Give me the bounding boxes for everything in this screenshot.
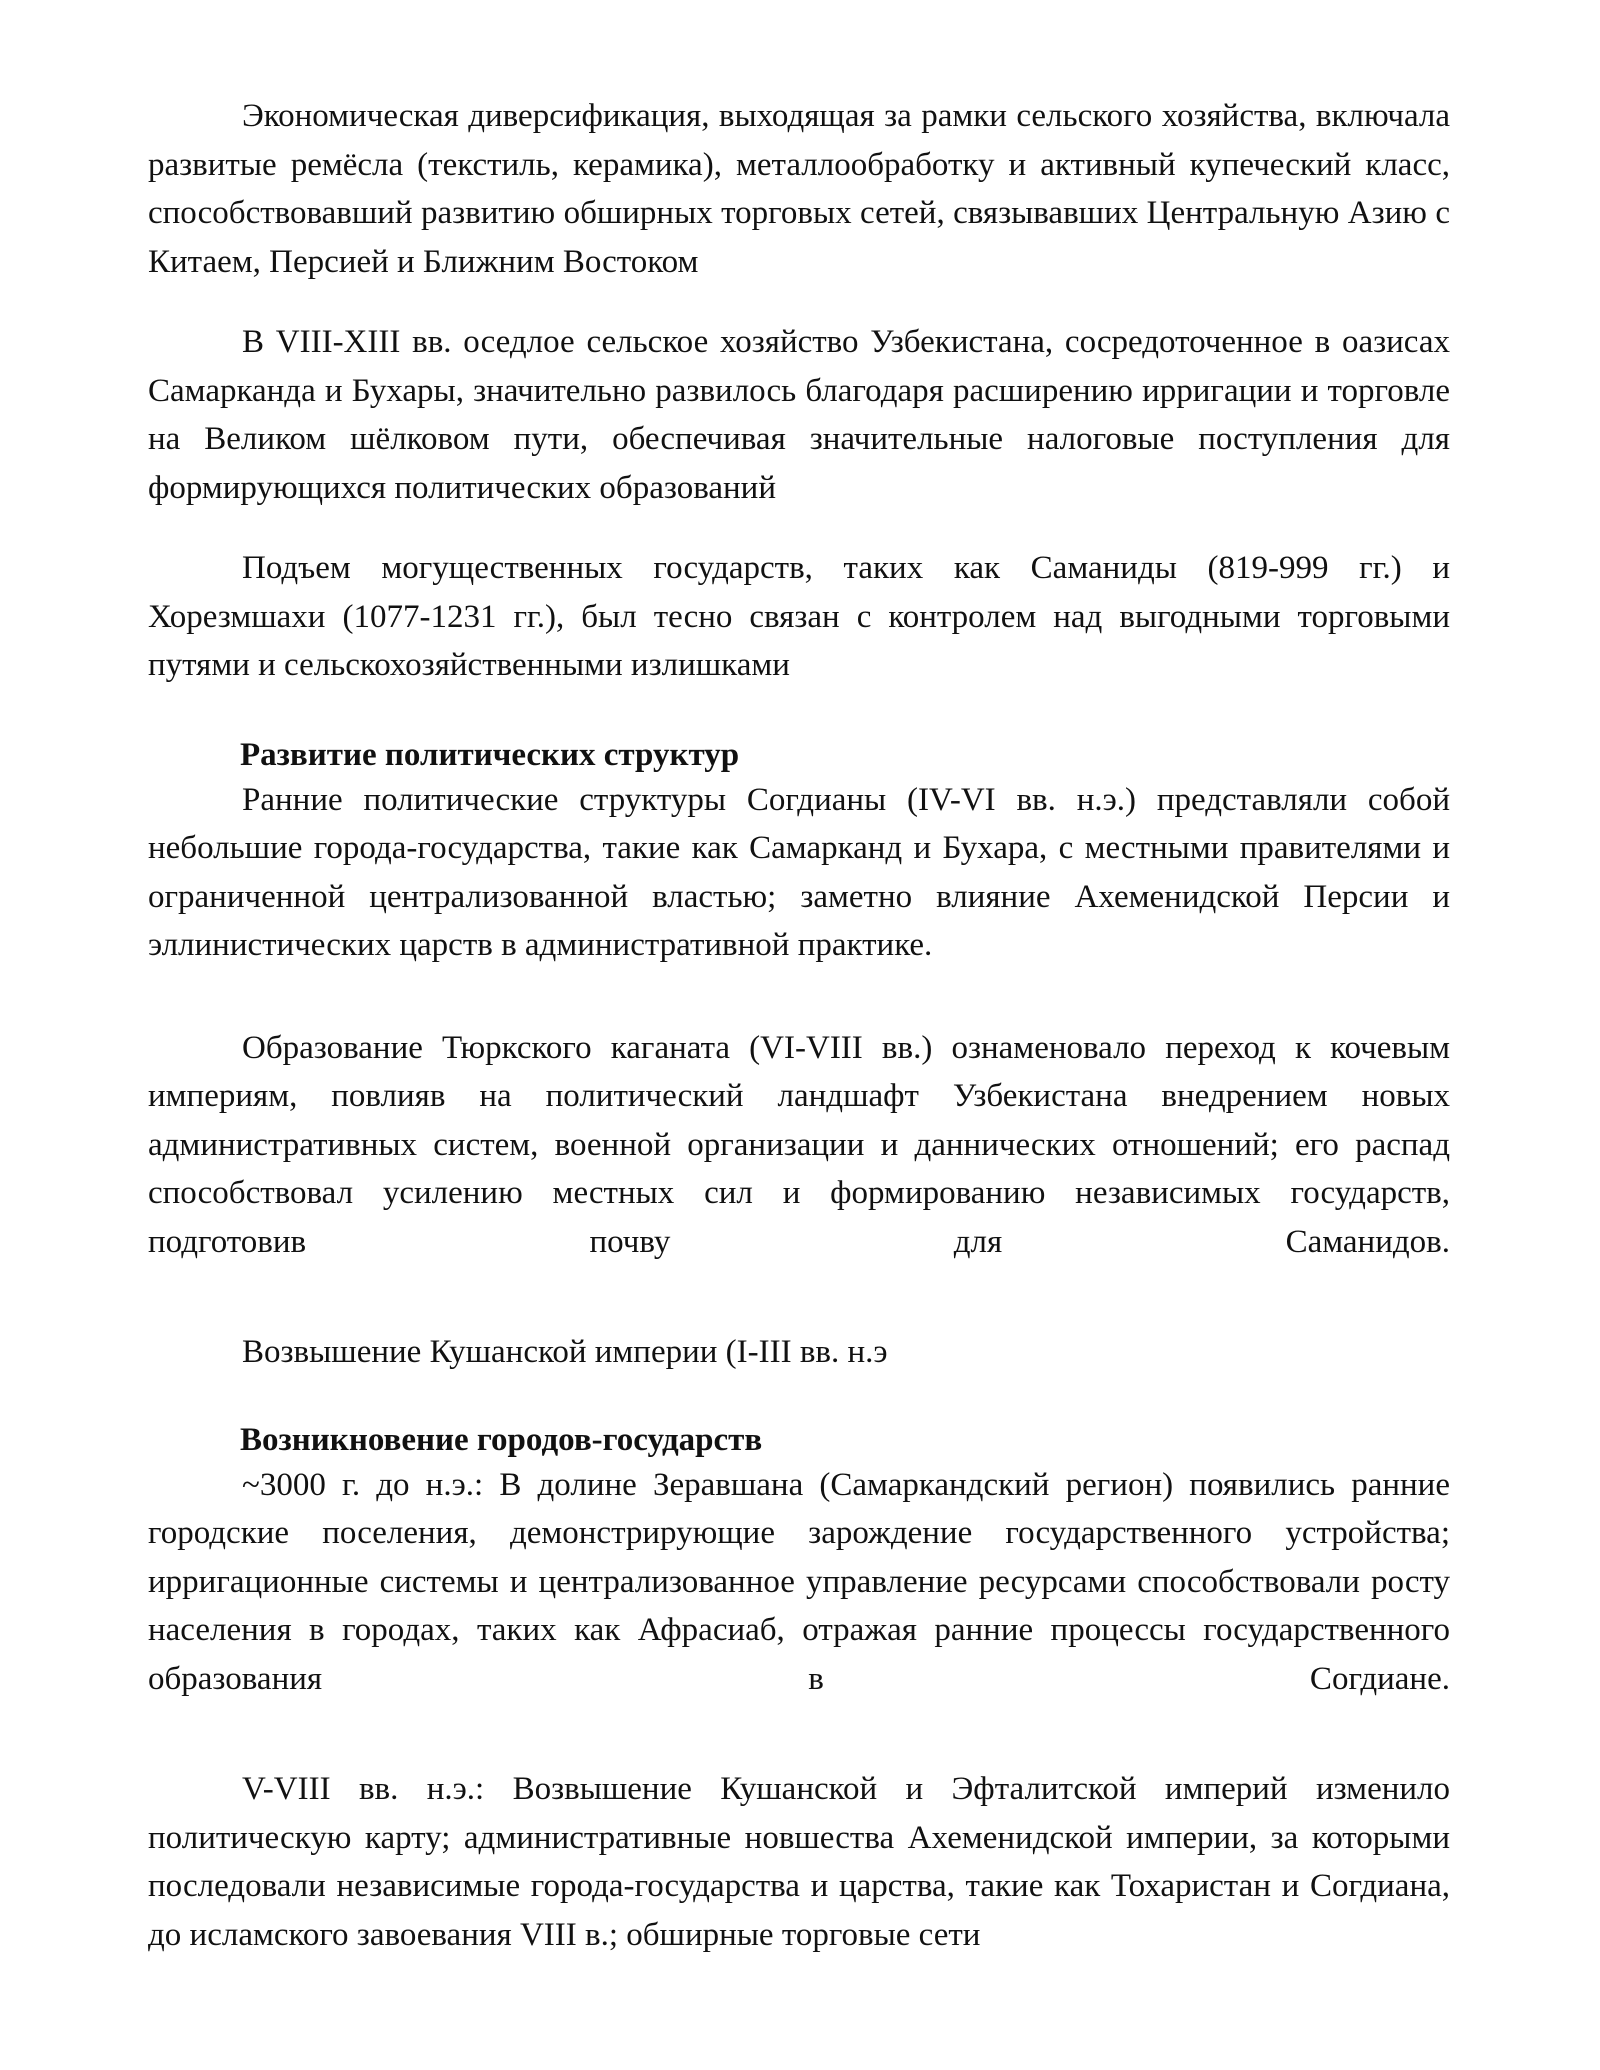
paragraph-kushan-hephthalite: V-VIII вв. н.э.: Возвышение Кушанской и Эфталитской империй изменило политическую карту; административные новшества Ахеменидской империи, за которыми последовали независимые города-государства и царства, такие как Тохаристан и Согдиана, до исламского завоевания VIII в.; обширные торговые сети [148, 1771, 1450, 1953]
paragraph-turkic-khaganate: Образование Тюркского каганата (VI-VIII вв.) ознаменовало переход к кочевым империям, повлияв на политический ландшафт Узбекистана внедрением новых административных систем, военной организации и даннических отношений; его распад способствовал усилению местных сил и формированию независимых государств, подготовив почву для Саманидов. [148, 1029, 1450, 1260]
paragraph-sedentary-agriculture: В VIII-XIII вв. оседлое сельское хозяйство Узбекистана, сосредоточенное в оазисах Самарканда и Бухары, значительно развилось благодаря расширению ирригации и торговле на Великом шёлковом пути, обеспечивая значительные налоговые поступления для формирующихся политических образований [148, 324, 1450, 506]
paragraph-zeravshan-settlements: ~3000 г. до н.э.: В долине Зеравшана (Самаркандский регион) появились ранние городские поселения, демонстрирующие зарождение государственного устройства; ирригационные системы и централизованное управление ресурсами способствовали росту населения в городах, таких как Афрасиаб, отражая ранние процессы государственного образования в Согдиане. [148, 1466, 1450, 1697]
section-heading-political-structures: Развитие политических структур [240, 736, 740, 773]
paragraph-rise-of-states: Подъем могущественных государств, таких как Саманиды (819-999 гг.) и Хорезмшахи (1077-1231 гг.), был тесно связан с контролем над выгодными торговыми путями и сельскохозяйственными излишками [148, 550, 1450, 683]
paragraph-kushan-empire: Возвышение Кушанской империи (I-III вв. н.э [242, 1334, 888, 1370]
document-page [148, 92, 1450, 1959]
section-heading-city-states: Возникновение городов-государств [240, 1421, 763, 1458]
paragraph-sogdiana-structures: Ранние политические структуры Согдианы (IV-VI вв. н.э.) представляли собой небольшие города-государства, такие как Самарканд и Бухара, с местными правителями и ограниченной централизованной властью; заметно влияние Ахеменидской Персии и эллинистических царств в административной практике. [148, 781, 1450, 963]
paragraph-economic-diversification: Экономическая диверсификация, выходящая за рамки сельского хозяйства, включала развитые ремёсла (текстиль, керамика), металлообработку и активный купеческий класс, способствовавший развитию обширных торговых сетей, связывавших Центральную Азию с Китаем, Персией и Ближним Востоком [148, 98, 1450, 280]
